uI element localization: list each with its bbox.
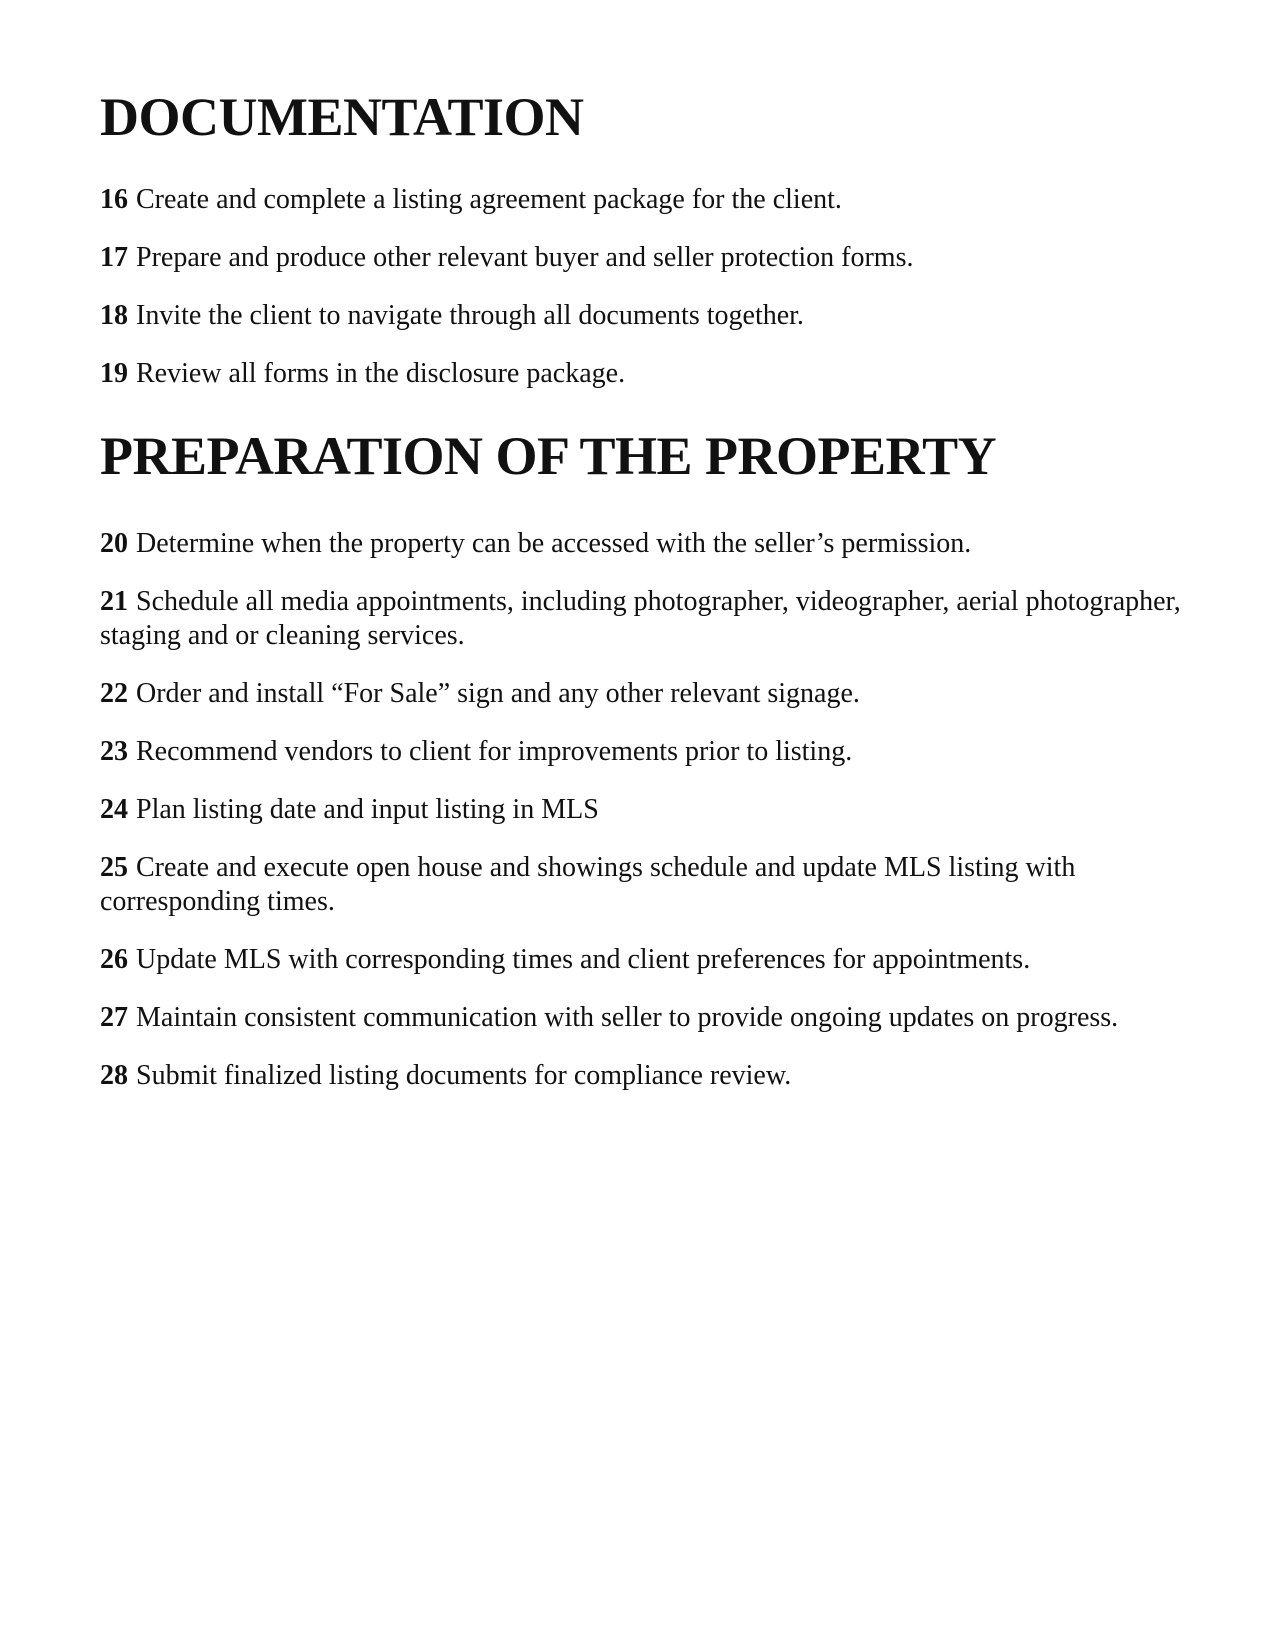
list-item-19 <box>100 357 1190 391</box>
list-item-27 <box>100 1001 1190 1035</box>
item-number: 25 <box>100 851 128 883</box>
item-number: 17 <box>100 242 128 274</box>
item-text: Determine when the property can be accessed with the seller’s permission. <box>136 527 972 559</box>
item-text: Schedule all media appointments, including photographer, videographer, aerial photographer, staging and or cleaning services. <box>100 585 1181 651</box>
list-item-26 <box>100 943 1190 977</box>
item-number: 20 <box>100 527 128 559</box>
section-title-documentation: DOCUMENTATION <box>100 87 584 147</box>
item-text: Recommend vendors to client for improvements prior to listing. <box>136 735 853 767</box>
item-text: Review all forms in the disclosure package. <box>136 358 626 390</box>
list-item-18 <box>100 299 1190 333</box>
section-title-preparation: PREPARATION OF THE PROPERTY <box>100 426 997 487</box>
list-item-21 <box>100 585 1190 653</box>
list-item-28 <box>100 1059 1190 1093</box>
item-text: Submit finalized listing documents for compliance review. <box>136 1059 792 1091</box>
item-text: Maintain consistent communication with seller to provide ongoing updates on progress. <box>136 1001 1119 1033</box>
item-number: 18 <box>100 300 128 332</box>
item-text: Invite the client to navigate through all documents together. <box>136 300 804 332</box>
item-number: 24 <box>100 793 128 825</box>
item-number: 26 <box>100 943 128 975</box>
item-number: 19 <box>100 358 128 390</box>
item-number: 23 <box>100 735 128 767</box>
list-item-20 <box>100 527 1190 561</box>
list-item-25 <box>100 851 1190 919</box>
list-item-22 <box>100 677 1190 711</box>
item-text: Plan listing date and input listing in MLS <box>136 793 599 825</box>
item-text: Order and install “For Sale” sign and any other relevant signage. <box>136 677 860 709</box>
item-number: 21 <box>100 585 128 617</box>
list-item-24 <box>100 793 1190 827</box>
item-number: 28 <box>100 1059 128 1091</box>
item-text: Create and execute open house and showings schedule and update MLS listing with corresponding times. <box>100 851 1076 917</box>
item-number: 27 <box>100 1001 128 1033</box>
item-number: 22 <box>100 677 128 709</box>
item-text: Prepare and produce other relevant buyer and seller protection forms. <box>136 242 914 274</box>
item-number: 16 <box>100 184 128 216</box>
item-text: Create and complete a listing agreement package for the client. <box>136 184 842 216</box>
document-page <box>100 88 1190 1117</box>
item-text: Update MLS with corresponding times and client preferences for appointments. <box>136 943 1031 975</box>
list-item-23 <box>100 735 1190 769</box>
list-item-17 <box>100 241 1190 275</box>
list-item-16 <box>100 183 1190 217</box>
